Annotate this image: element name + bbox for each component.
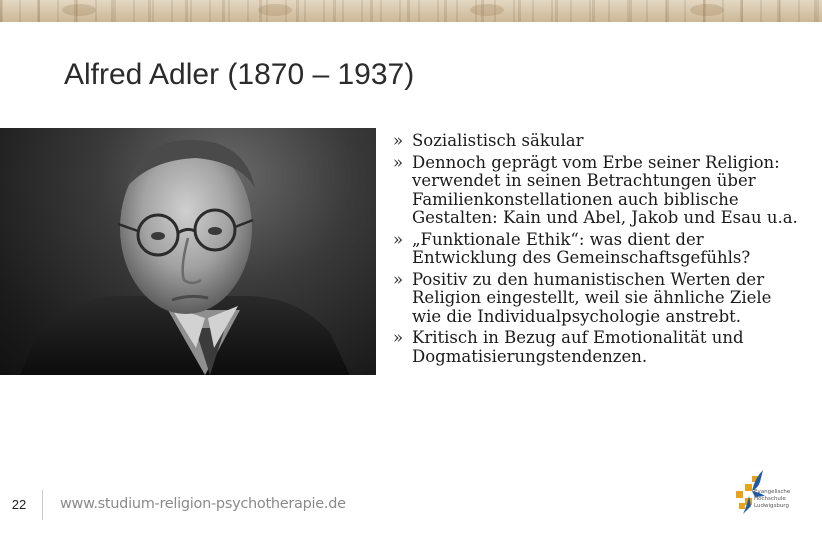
bullet-text: Dennoch geprägt vom Erbe seiner Religion: verwendet in seinen Betrachtungen über Familienkonstellationen auch biblische Gestalten: Kain und Abel, Jakob und Esau u.a. (412, 152, 798, 227)
bullet-marker: » (393, 152, 404, 172)
website-url[interactable]: www.studium-religion-psychotherapie.de (60, 496, 346, 512)
logo-line: Evangelische (754, 489, 791, 495)
portrait-illustration (0, 128, 376, 375)
bullet-text: Positiv zu den humanistischen Werten der Religion eingestellt, weil sie ähnliche Ziele wie die Individualpsychologie anstrebt. (412, 269, 772, 326)
banner-texture (62, 4, 96, 16)
bullet-text: Sozialistisch säkular (412, 131, 584, 150)
logo-text (754, 489, 796, 510)
bullet-marker: » (393, 229, 404, 249)
banner-texture (258, 4, 292, 16)
slide-title: Alfred Adler (1870 – 1937) (64, 58, 415, 91)
bullet-item (393, 329, 803, 366)
bullet-list (393, 132, 803, 369)
banner-texture (690, 4, 724, 16)
bullet-item (393, 231, 803, 268)
bullet-marker: » (393, 328, 404, 347)
banner-texture (470, 4, 504, 16)
bullet-item (393, 154, 803, 228)
portrait-photo (0, 128, 376, 375)
logo-square (736, 491, 743, 498)
logo-line: Ludwigsburg (754, 503, 789, 509)
logo-square (739, 503, 745, 509)
bullet-marker: » (393, 269, 404, 289)
bullet-item (393, 132, 803, 151)
bullet-text: Kritisch in Bezug auf Emotionalität und Dogmatisierungstendenzen. (412, 328, 744, 366)
page-number: 22 (11, 497, 27, 512)
footer-divider (42, 490, 43, 520)
bullet-text: „Funktionale Ethik“: was dient der Entwicklung des Gemeinschaftsgefühls? (412, 229, 751, 267)
logo-square (745, 484, 752, 491)
bullet-item (393, 271, 803, 327)
logo-line: Hochschule (754, 496, 786, 502)
header-banner (0, 0, 822, 22)
bullet-marker: » (393, 131, 404, 150)
